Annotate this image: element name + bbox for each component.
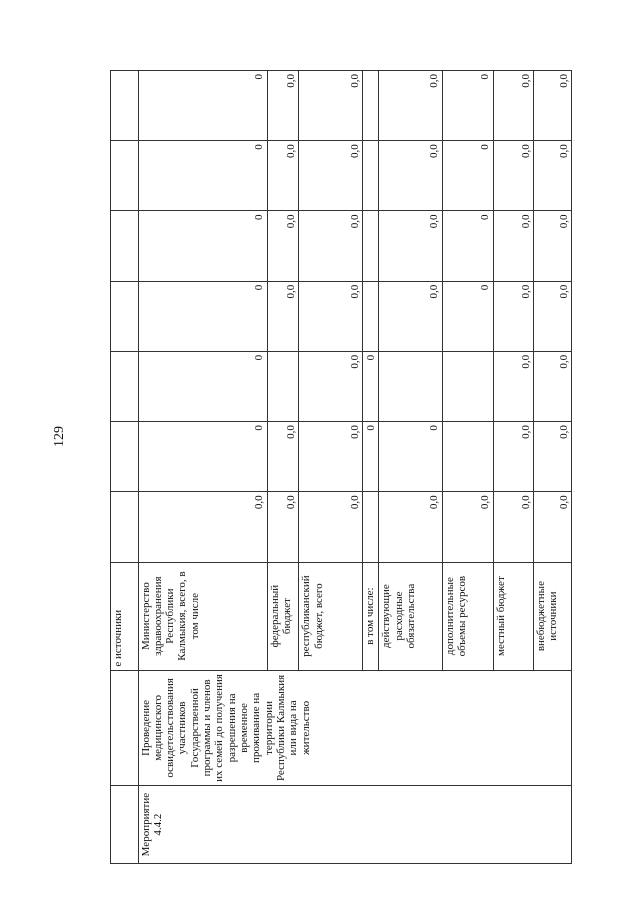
value-cell: 0 [442,71,493,141]
value-cell: 0,0 [267,71,299,141]
value-cell: 0 [138,422,267,492]
value-cell: 0,0 [379,141,443,211]
value-cell [363,141,379,211]
value-cell: 0,0 [267,281,299,351]
value-cell: 0 [138,211,267,281]
cell-blank [111,211,139,281]
value-cell: 0 [442,281,493,351]
value-cell: 0 [138,141,267,211]
value-cell: 0 [379,422,443,492]
value-cell: 0,0 [299,492,363,562]
value-cell: 0,0 [379,281,443,351]
value-cell: 0,0 [267,422,299,492]
cell-blank [111,786,139,864]
page-number: 129 [52,426,67,447]
row-label: местный бюджет [493,562,533,670]
value-cell: 0 [442,141,493,211]
value-cell: 0 [363,422,379,492]
value-cell: 0,0 [267,492,299,562]
cell-blank [111,281,139,351]
value-cell: 0,0 [442,492,493,562]
value-cell: 0 [138,351,267,421]
executor-cell: Министерство здравоохранения Республики Калмыкия, всего, в том числе [138,562,267,670]
value-cell: 0,0 [493,492,533,562]
value-cell: 0,0 [533,422,571,492]
value-cell: 0 [442,211,493,281]
value-cell: 0,0 [379,211,443,281]
table-row-total [138,71,267,864]
budget-table [110,70,572,864]
value-cell [363,281,379,351]
measure-code: Мероприятие 4.4.2 [138,786,571,864]
value-cell: 0,0 [493,422,533,492]
value-cell [363,71,379,141]
row-label: федеральный бюджет [267,562,299,670]
value-cell: 0,0 [493,351,533,421]
source-suffix-cell: е источники [111,562,139,670]
row-label: дополнительные объемы ресурсов [442,562,493,670]
rotated-table-container [110,70,572,864]
table-row-header [111,71,139,864]
value-cell: 0,0 [267,141,299,211]
value-cell: 0,0 [138,492,267,562]
value-cell: 0,0 [533,351,571,421]
value-cell: 0,0 [299,281,363,351]
value-cell [363,211,379,281]
value-cell: 0,0 [493,211,533,281]
cell-blank [111,670,139,786]
value-cell: 0,0 [299,211,363,281]
value-cell: 0 [138,71,267,141]
row-label: действующие расходные обязательства [379,562,443,670]
value-cell: 0,0 [493,71,533,141]
row-label: внебюджетные источники [533,562,571,670]
value-cell: 0,0 [299,351,363,421]
value-cell: 0,0 [379,492,443,562]
value-cell: 0,0 [533,211,571,281]
value-cell: 0,0 [533,492,571,562]
value-cell: 0 [363,351,379,421]
value-cell: 0,0 [299,422,363,492]
value-cell: 0,0 [267,211,299,281]
cell-blank [111,422,139,492]
value-cell: 0,0 [533,71,571,141]
value-cell: 0,0 [299,141,363,211]
value-cell: 0,0 [299,71,363,141]
value-cell: 0,0 [533,141,571,211]
row-label: в том числе: [363,562,379,670]
value-cell: 0,0 [379,71,443,141]
cell-blank [111,351,139,421]
value-cell [379,351,443,421]
value-cell [442,422,493,492]
row-label: республиканский бюджет, всего [299,562,363,670]
cell-blank [111,71,139,141]
value-cell: 0,0 [493,281,533,351]
value-cell: 0,0 [493,141,533,211]
value-cell: 0 [138,281,267,351]
value-cell [363,492,379,562]
value-cell [267,351,299,421]
value-cell: 0,0 [533,281,571,351]
cell-blank [111,141,139,211]
measure-title: Проведение медицинского освидетельствования участников Государственной программы и членов их семей до получения разрешения на временное проживание на территории Республики Калмыкия или вида на жительство [138,670,571,786]
value-cell [442,351,493,421]
cell-blank [111,492,139,562]
